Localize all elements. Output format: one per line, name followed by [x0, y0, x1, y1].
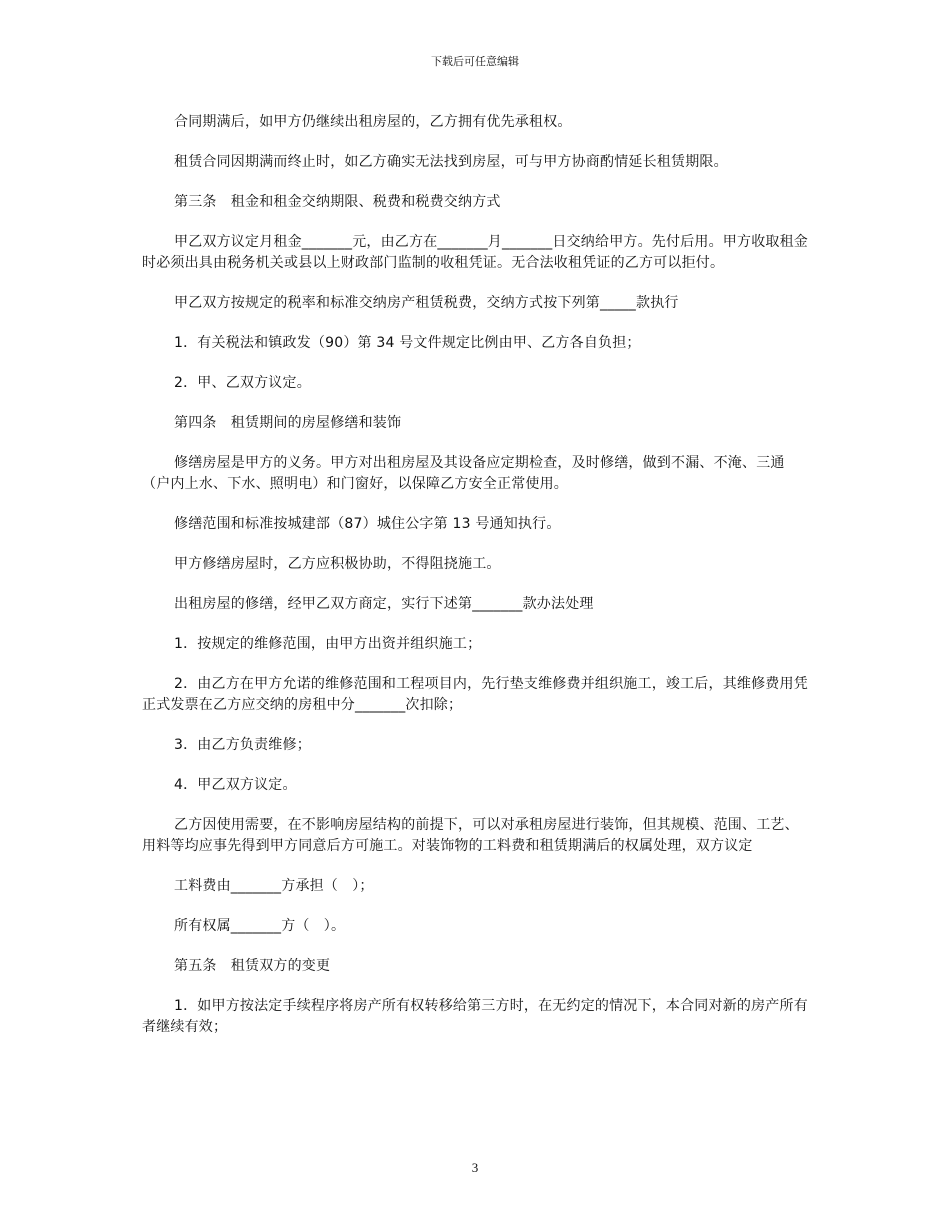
section-heading: 第四条 租赁期间的房屋修缮和装饰: [174, 415, 402, 431]
document-body: [142, 112, 810, 1057]
paragraph: 修缮范围和标准按城建部（87）城住公字第 13 号通知执行。: [174, 516, 561, 532]
section-heading: 第三条 租金和租金交纳期限、税费和税费交纳方式: [174, 194, 501, 210]
paragraph: 出租房屋的修缮，经甲乙双方商定，实行下述第_______款办法处理: [174, 596, 594, 612]
list-item: 2．甲、乙双方议定。: [174, 375, 311, 391]
list-item: 1．按规定的维修范围，由甲方出资并组织施工；: [174, 636, 482, 652]
paragraph: 工料费由_______方承担（ ）；: [174, 878, 374, 894]
list-item: 2．由乙方在甲方允诺的维修范围和工程项目内，先行垫支维修费并组织施工，竣工后，其维修费用凭正式发票在乙方应交纳的房租中分_______次扣除；: [142, 676, 808, 713]
paragraph: 甲乙双方按规定的税率和标准交纳房产租赁税费，交纳方式按下列第_____款执行: [174, 295, 679, 311]
section-heading: 第五条 租赁双方的变更: [174, 958, 331, 974]
list-item: 3．由乙方负责维修；: [174, 737, 311, 753]
paragraph: 合同期满后，如甲方仍继续出租房屋的，乙方拥有优先承租权。: [174, 114, 572, 130]
page-number: 3: [471, 1160, 479, 1175]
list-item: 1．有关税法和镇政发（90）第 34 号文件规定比例由甲、乙方各自负担；: [174, 335, 641, 351]
paragraph: 甲乙双方议定月租金_______元，由乙方在_______月_______日交纳给甲方。先付后用。甲方收取租金时必须出具由税务机关或县以上财政部门监制的收租凭证。无合法收租凭证的乙方可以拒付。: [142, 234, 808, 271]
page-header: 下载后可任意编辑: [431, 55, 519, 68]
paragraph: 所有权属_______方（ ）。: [174, 918, 346, 934]
paragraph: 甲方修缮房屋时，乙方应积极协助，不得阻挠施工。: [174, 556, 501, 572]
list-item: 1．如甲方按法定手续程序将房产所有权转移给第三方时，在无约定的情况下，本合同对新的房产所有者继续有效；: [142, 998, 808, 1035]
list-item: 4．甲乙双方议定。: [174, 777, 297, 793]
paragraph: 租赁合同因期满而终止时，如乙方确实无法找到房屋，可与甲方协商酌情延长租赁期限。: [174, 154, 728, 170]
paragraph: 修缮房屋是甲方的义务。甲方对出租房屋及其设备应定期检查，及时修缮，做到不漏、不淹、三通（户内上水、下水、照明电）和门窗好，以保障乙方安全正常使用。: [142, 455, 785, 492]
paragraph: 乙方因使用需要，在不影响房屋结构的前提下，可以对承租房屋进行装饰，但其规模、范围、工艺、用料等均应事先得到甲方同意后方可施工。对装饰物的工料费和租赁期满后的权属处理，双方议定: [142, 817, 799, 854]
